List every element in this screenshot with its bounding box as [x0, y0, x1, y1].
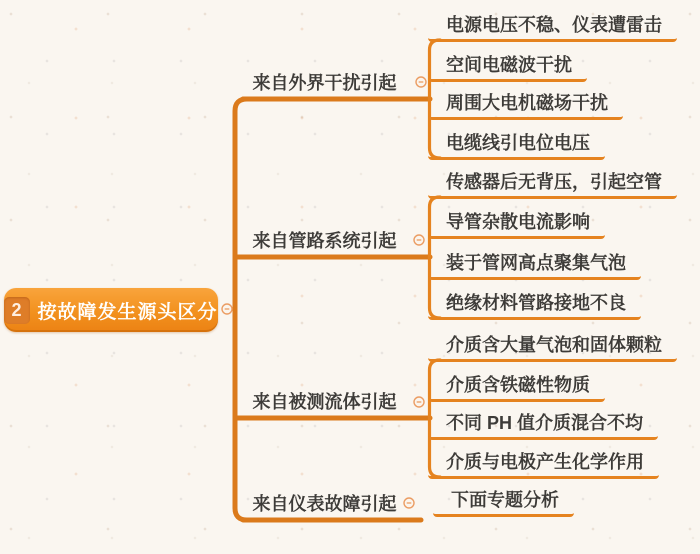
- leaf-node[interactable]: 传感器后无背压，引起空管: [428, 169, 677, 199]
- leaf-node[interactable]: 电源电压不稳、仪表遭雷击: [428, 12, 677, 42]
- leaf-node[interactable]: 介质与电极产生化学作用: [428, 449, 659, 479]
- leaf-node[interactable]: 电缆线引电位电压: [428, 130, 605, 160]
- collapse-toggle-topic[interactable]: [222, 304, 232, 314]
- leaf-node[interactable]: 介质含大量气泡和固体颗粒: [428, 332, 677, 362]
- leaf-node[interactable]: 下面专题分析: [433, 487, 574, 517]
- branch-external-interference[interactable]: 来自外界干扰引起: [252, 73, 397, 93]
- topic-label: 按故障发生源头区分: [37, 301, 218, 323]
- branch-measured-fluid[interactable]: 来自被测流体引起: [252, 392, 397, 412]
- branch-instrument-fault[interactable]: 来自仪表故障引起: [252, 494, 397, 514]
- leaf-node[interactable]: 导管杂散电流影响: [428, 209, 605, 239]
- branch-piping-system[interactable]: 来自管路系统引起: [252, 231, 397, 251]
- leaf-node[interactable]: 绝缘材料管路接地不良: [428, 290, 641, 320]
- trunk-line: [235, 99, 247, 520]
- central-topic[interactable]: [4, 288, 218, 332]
- leaf-node[interactable]: 装于管网高点聚集气泡: [428, 250, 641, 280]
- leaf-node[interactable]: 介质含铁磁性物质: [428, 372, 605, 402]
- leaf-node[interactable]: 周围大电机磁场干扰: [428, 90, 623, 120]
- leaf-node[interactable]: 不同 PH 值介质混合不均: [428, 410, 658, 440]
- topic-number-badge: 2: [4, 297, 29, 324]
- leaf-node[interactable]: 空间电磁波干扰: [428, 52, 587, 82]
